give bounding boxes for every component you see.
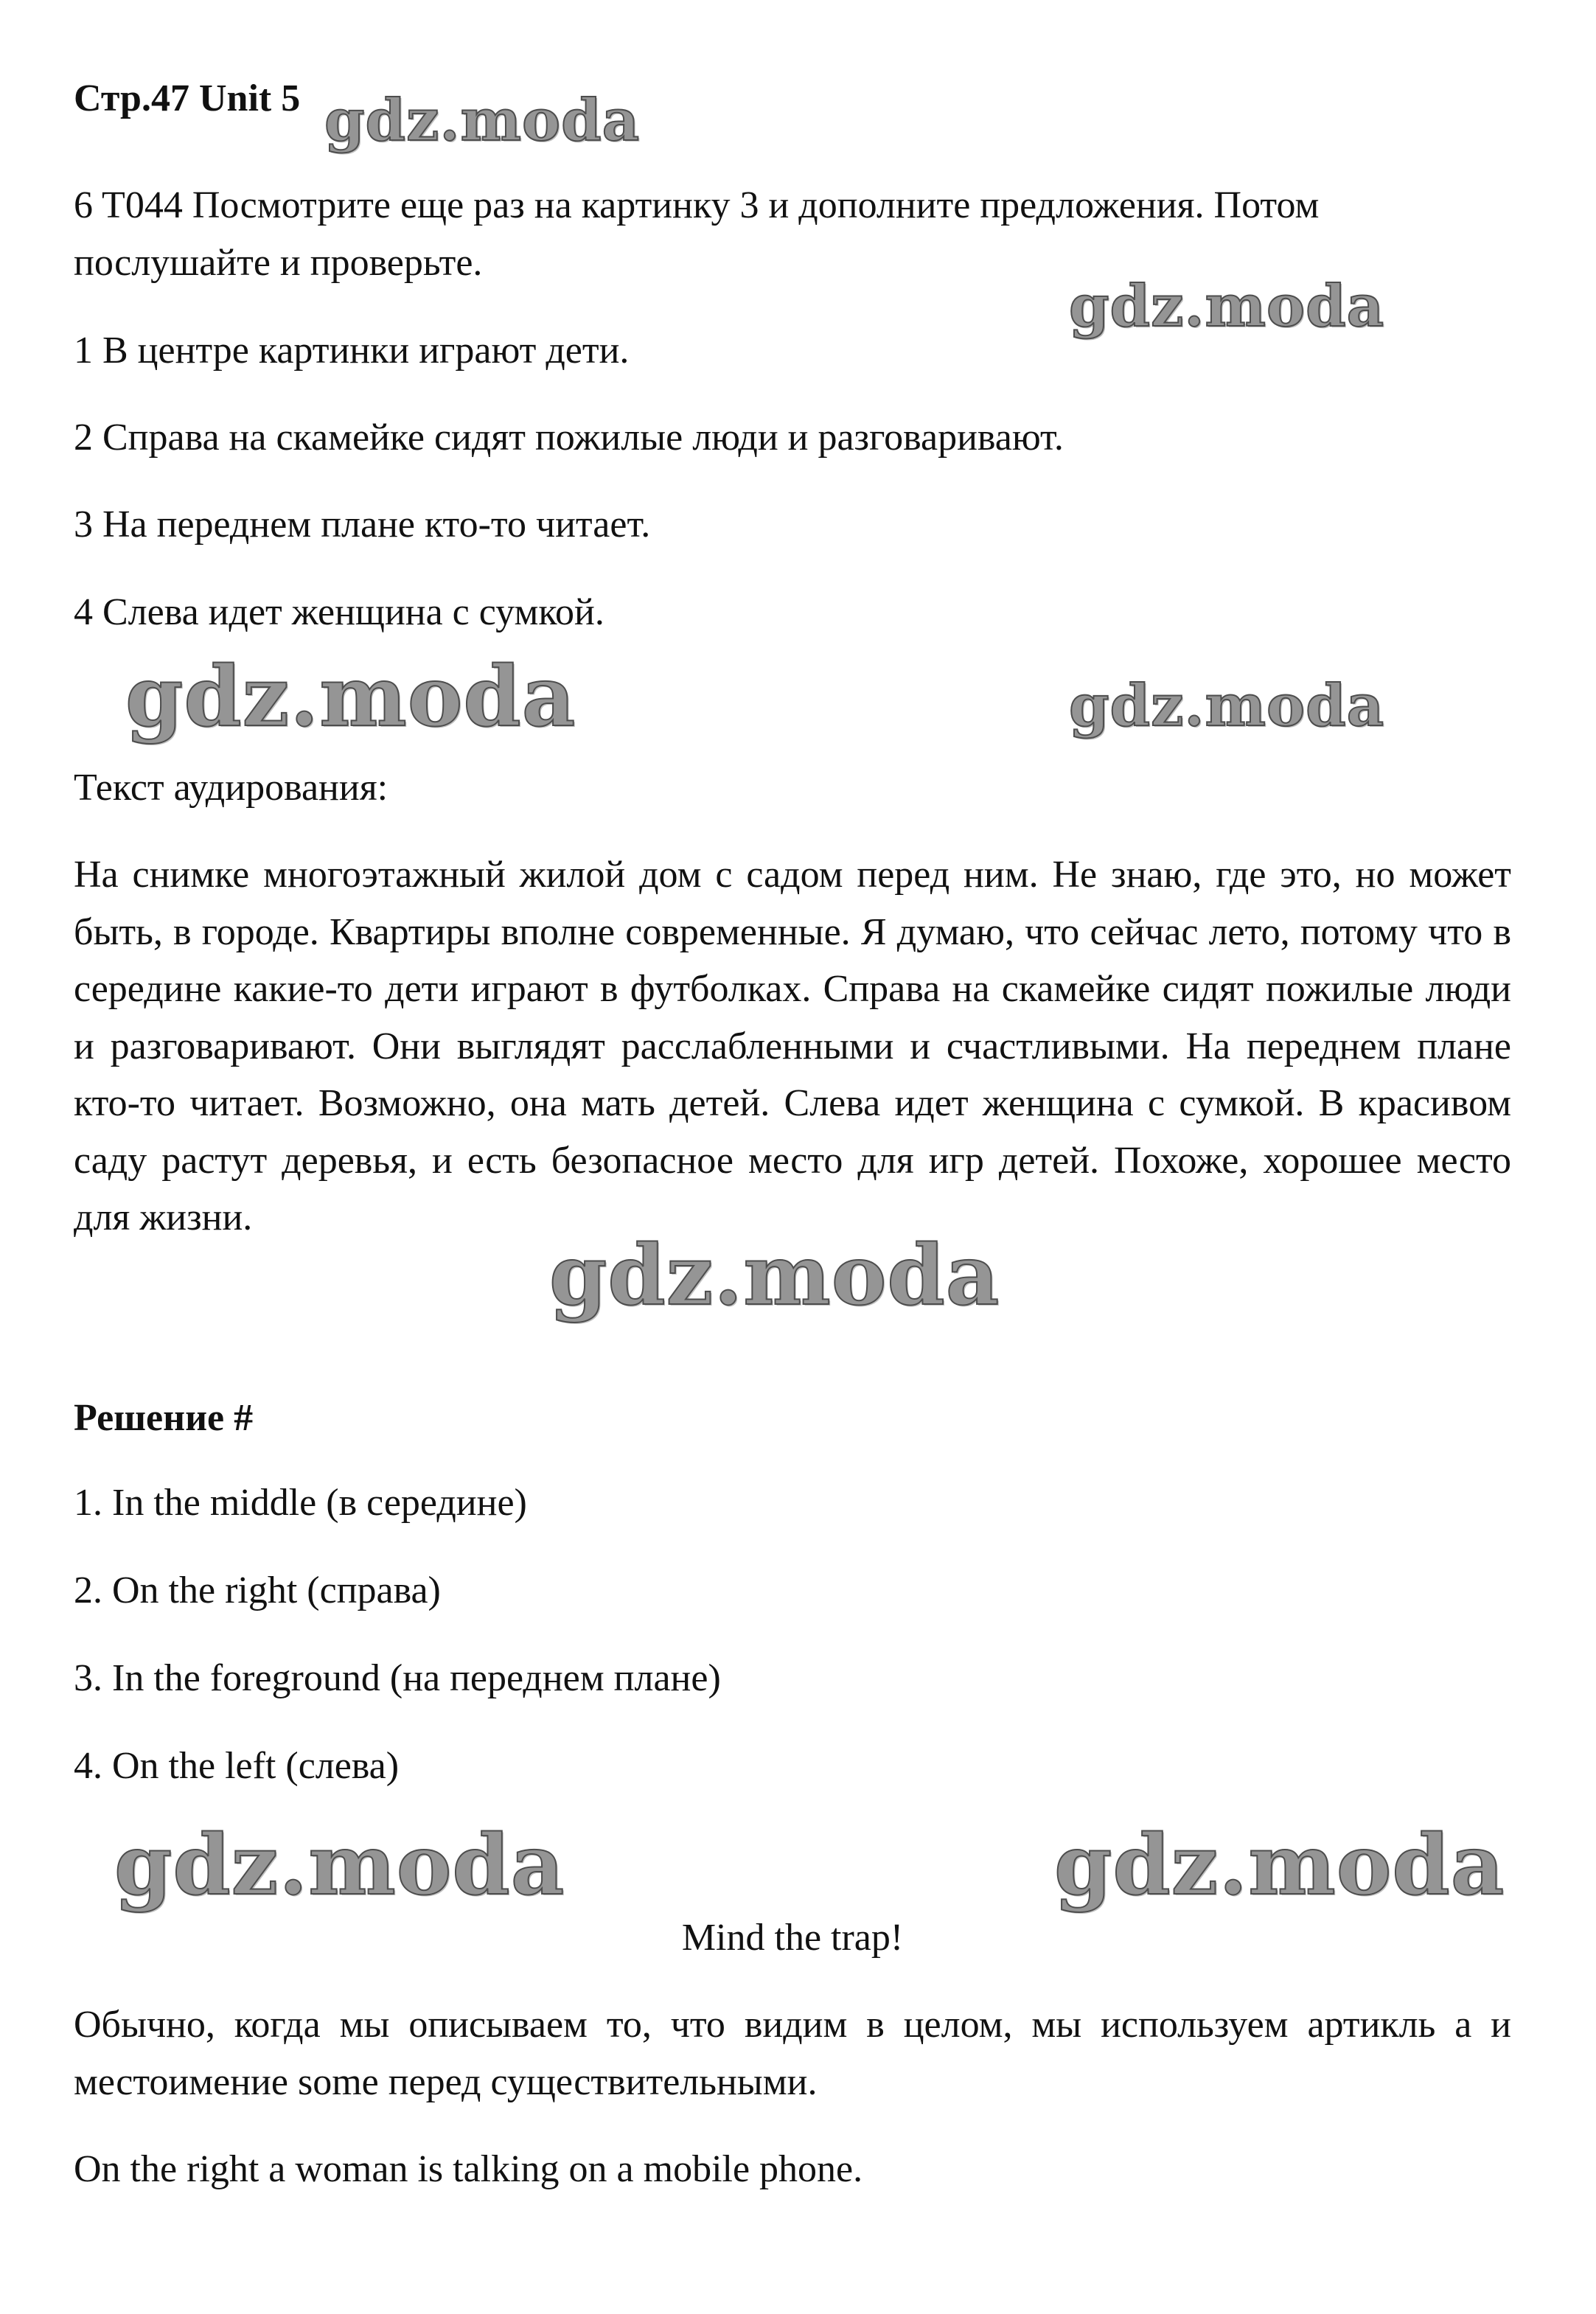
example-sentence: On the right a woman is talking on a mobile phone. [74, 2148, 863, 2190]
task-line-1: 6 T044 Посмотрите еще раз на картинку 3 и дополните предложения. Потом [74, 184, 1320, 226]
sentence-1: 1 В центре картинки играют дети. [74, 330, 630, 372]
answer-3: 3. In the foreground (на переднем плане) [74, 1657, 721, 1699]
sentence-2: 2 Справа на скамейке сидят пожилые люди и разговаривают. [74, 417, 1064, 459]
watermark-logo: gdz.moda [1069, 273, 1385, 340]
answer-1: 1. In the middle (в середине) [74, 1482, 527, 1524]
watermark-logo: gdz.moda [1054, 1817, 1505, 1914]
watermark-logo: gdz.moda [324, 87, 641, 154]
watermark-logo: gdz.moda [125, 649, 576, 745]
task-line-2: послушайте и проверьте. [74, 242, 483, 284]
watermark-logo: gdz.moda [549, 1227, 1000, 1324]
watermark-logo: gdz.moda [1069, 672, 1385, 739]
answer-2: 2. On the right (справа) [74, 1569, 441, 1611]
sentence-3: 3 На переднем плане кто-то читает. [74, 503, 651, 546]
document-page [74, 0, 1511, 2314]
answer-4: 4. On the left (слева) [74, 1745, 400, 1787]
listening-label: Текст аудирования: [74, 767, 388, 809]
mind-trap-text: Обычно, когда мы описываем то, что видим в целом, мы используем артикль а и местоимение some перед существительными. [74, 2004, 1511, 2103]
solution-heading: Решение # [74, 1397, 254, 1439]
watermark-logo: gdz.moda [114, 1817, 565, 1914]
listening-text: На снимке многоэтажный жилой дом с садом перед ним. Не знаю, где это, но может быть, в городе. Квартиры вполне современные. Я думаю, что сейчас лето, потому что в середине какие-то дети играют в футболках. Справа на скамейке сидят пожилые люди и разговаривают. Они выглядят расслабленными и счастливыми. На переднем плане кто-то читает. Возможно, она мать детей. Слева идет женщина с сумкой. В красивом саду растут деревья, и есть безопасное место для игр детей. Похоже, хорошее место для жизни. [74, 854, 1511, 1238]
page-header: Стр.47 Unit 5 [74, 77, 301, 119]
mind-trap-title: Mind the trap! [681, 1917, 904, 1959]
sentence-4: 4 Слева идет женщина с сумкой. [74, 591, 604, 633]
